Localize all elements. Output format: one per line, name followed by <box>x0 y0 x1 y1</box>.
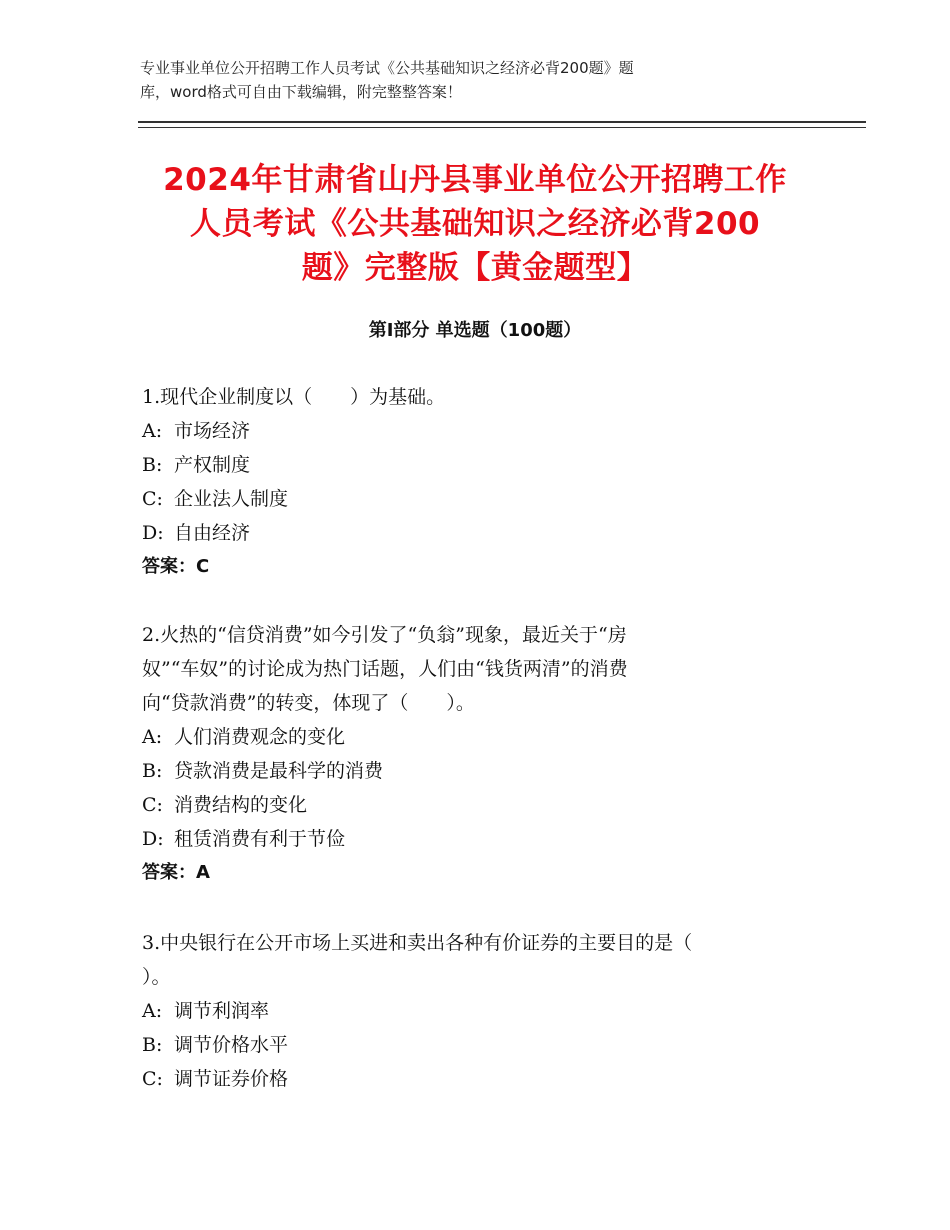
header-line-1: 专业事业单位公开招聘工作人员考试《公共基础知识之经济必背200题》题 <box>140 59 634 77</box>
option-d <box>142 822 782 856</box>
question-stem-line-2: ）。 <box>142 966 171 988</box>
option-c <box>142 788 782 822</box>
option-text: 调节价格水平 <box>174 1034 289 1056</box>
question-stem: 1.现代企业制度以（ ）为基础。 <box>142 386 446 408</box>
option-text: 贷款消费是最科学的消费 <box>174 760 384 782</box>
option-b <box>142 1028 782 1062</box>
option-key: D: <box>142 828 164 850</box>
option-key: B: <box>142 1034 163 1056</box>
question-1 <box>142 380 782 584</box>
option-text: 市场经济 <box>174 420 251 442</box>
question-stem-line-2: 奴”“车奴”的讨论成为热门话题，人们由“钱货两清”的消费 <box>142 658 628 680</box>
option-c <box>142 482 782 516</box>
option-key: A: <box>142 420 163 442</box>
question-stem-line-1: 2.火热的“信贷消费”如今引发了“负翁”现象，最近关于“房 <box>142 624 627 646</box>
option-key: D: <box>142 522 164 544</box>
option-a <box>142 414 782 448</box>
option-text: 企业法人制度 <box>174 488 289 510</box>
option-text: 租赁消费有利于节俭 <box>174 828 346 850</box>
question-stem-line-1: 3.中央银行在公开市场上买进和卖出各种有价证券的主要目的是（ <box>142 932 693 954</box>
question-2 <box>142 618 782 890</box>
option-key: C: <box>142 488 163 510</box>
option-c <box>142 1062 782 1096</box>
option-key: C: <box>142 794 163 816</box>
option-key: A: <box>142 1000 163 1022</box>
option-text: 调节证券价格 <box>174 1068 289 1090</box>
question-3 <box>142 926 782 1096</box>
section-title: 第I部分 单选题（100题） <box>368 320 582 341</box>
header-divider-thick <box>138 121 866 123</box>
option-text: 自由经济 <box>174 522 251 544</box>
title-line-3: 题》完整版【黄金题型】 <box>301 250 649 286</box>
option-d <box>142 516 782 550</box>
answer: 答案：C <box>142 556 210 577</box>
option-key: A: <box>142 726 163 748</box>
option-b <box>142 754 782 788</box>
document-title <box>120 158 830 290</box>
option-text: 产权制度 <box>174 454 251 476</box>
option-b <box>142 448 782 482</box>
option-a <box>142 720 782 754</box>
option-text: 调节利润率 <box>174 1000 270 1022</box>
option-key: C: <box>142 1068 163 1090</box>
option-a <box>142 994 782 1028</box>
header-divider-thin <box>138 127 866 128</box>
title-line-1: 2024年甘肃省山丹县事业单位公开招聘工作 <box>163 162 787 198</box>
answer: 答案：A <box>142 862 210 883</box>
header-line-2: 库，word格式可自由下载编辑，附完整整答案！ <box>140 83 462 101</box>
option-text: 消费结构的变化 <box>174 794 308 816</box>
document-header <box>140 56 820 104</box>
option-text: 人们消费观念的变化 <box>174 726 346 748</box>
option-key: B: <box>142 454 163 476</box>
title-line-2: 人员考试《公共基础知识之经济必背200 <box>189 206 761 242</box>
option-key: B: <box>142 760 163 782</box>
question-stem-line-3: 向“贷款消费”的转变，体现了（ ）。 <box>142 692 475 714</box>
